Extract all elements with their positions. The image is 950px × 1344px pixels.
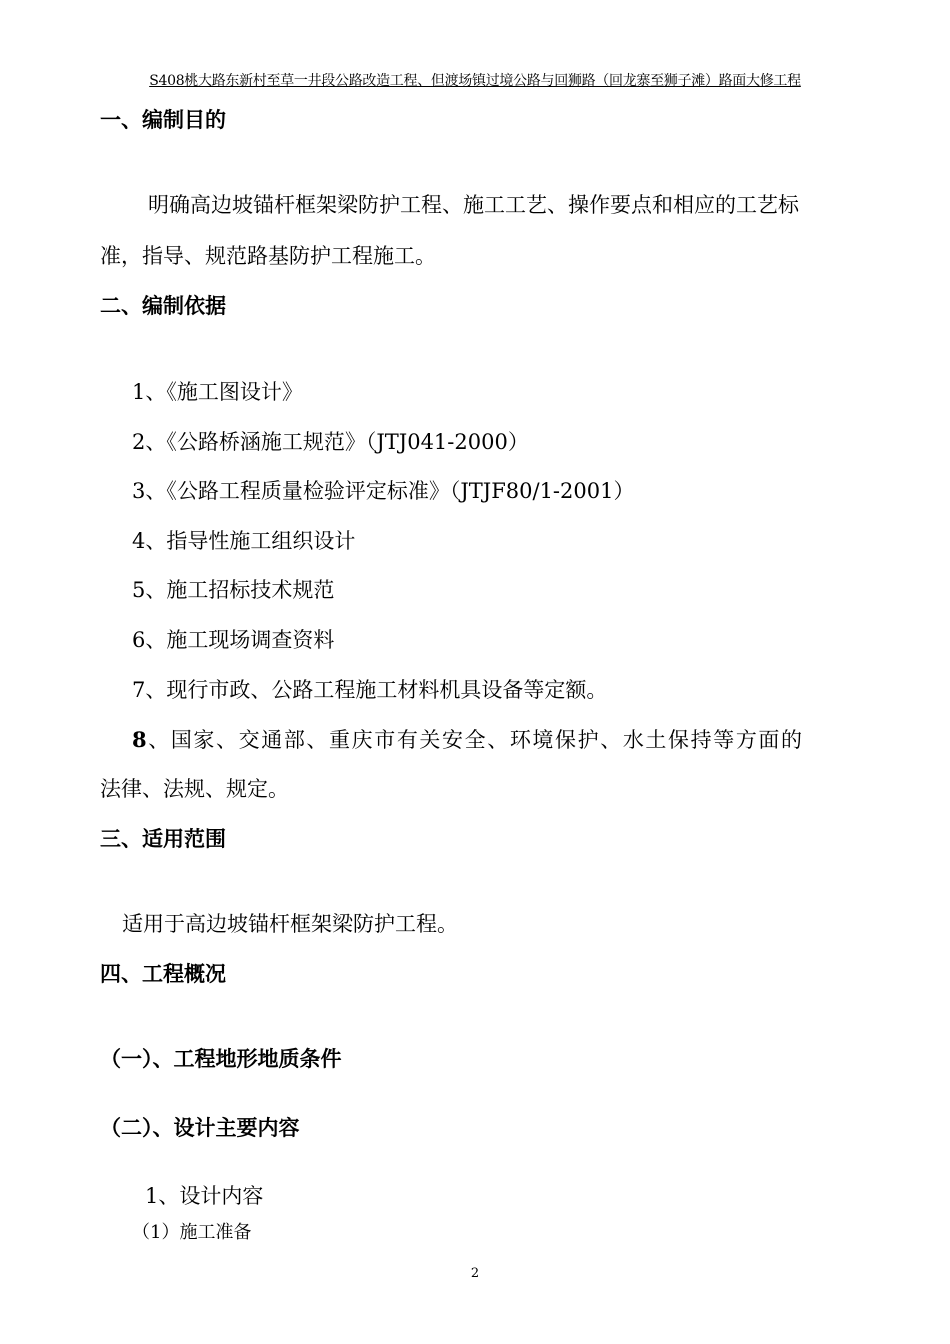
section-4-title: 四、工程概况 <box>100 962 226 986</box>
basis-item-3: 3、《公路工程质量检验评定标准》（JTJF80/1-2001） <box>132 479 635 503</box>
basis-item-2: 2、《公路桥涵施工规范》（JTJ041-2000） <box>132 430 529 454</box>
basis-item-7: 7、现行市政、公路工程施工材料机具设备等定额。 <box>132 678 608 702</box>
section-2-title: 二、编制依据 <box>100 294 226 318</box>
basis-item-8-line-1 <box>132 724 804 754</box>
section-1-paragraph-line-2: 准，指导、规范路基防护工程施工。 <box>100 244 436 268</box>
basis-item-8-text: 、国家、交通部、重庆市有关安全、环境保护、水土保持等方面的 <box>148 728 804 752</box>
section-1-title: 一、编制目的 <box>100 108 226 132</box>
page-number: 2 <box>470 1266 480 1281</box>
basis-item-5: 5、施工招标技术规范 <box>132 578 335 602</box>
subsection-terrain-title: （一）、工程地形地质条件 <box>100 1047 342 1071</box>
section-3-title: 三、适用范围 <box>100 827 226 851</box>
basis-item-6: 6、施工现场调查资料 <box>132 628 335 652</box>
construction-preparation-item: （1）施工准备 <box>132 1222 252 1243</box>
basis-item-8-number: 8 <box>132 727 149 752</box>
basis-item-4: 4、指导性施工组织设计 <box>132 529 356 553</box>
basis-item-8-line-2: 法律、法规、规定。 <box>100 777 289 801</box>
design-content-item: 1、设计内容 <box>145 1184 264 1208</box>
subsection-design-title: （二）、设计主要内容 <box>100 1116 300 1140</box>
section-3-paragraph: 适用于高边坡锚杆框架梁防护工程。 <box>122 912 458 936</box>
basis-item-1: 1、《施工图设计》 <box>132 380 303 404</box>
section-1-paragraph-line-1: 明确高边坡锚杆框架梁防护工程、施工工艺、操作要点和相应的工艺标 <box>148 193 799 217</box>
page-header: S408桃大路东新村至草一井段公路改造工程、但渡场镇过境公路与回狮路（回龙寨至狮子滩）路面大修工程 <box>149 73 801 89</box>
